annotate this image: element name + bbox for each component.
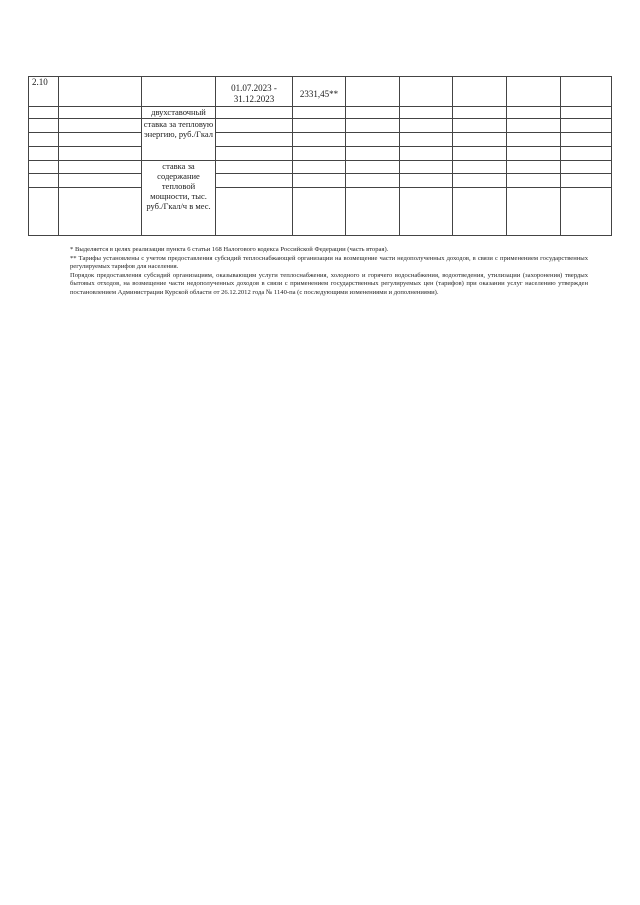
table-row [29, 147, 612, 161]
table-row [29, 188, 612, 236]
table-row [29, 119, 612, 133]
tariff-type-cell: двухставочный [142, 107, 216, 119]
energy-rate-cell: ставка за тепловую энергию, руб./Гкал [142, 119, 216, 161]
footnote-vat: * Выделяется в целях реализации пункта 6 статьи 168 Налогового кодекса Российской Федерации (часть вторая). [70, 246, 389, 253]
table-row [29, 174, 612, 188]
capacity-rate-cell: ставка за содержание тепловой мощности, тыс. руб./Гкал/ч в мес. [142, 161, 216, 236]
tariff-table [28, 76, 612, 236]
footnotes [70, 246, 588, 298]
table-row [29, 161, 612, 174]
table-row [29, 107, 612, 119]
period-cell: 01.07.2023 - 31.12.2023 [216, 77, 293, 107]
price-cell: 2331,45** [293, 77, 346, 107]
table-row [29, 77, 612, 107]
footnote-procedure: Порядок предоставления субсидий организациям, оказывающим услуги теплоснабжения, холодного и горячего водоснабжения, водоотведения, утилизации (захоронения) твердых бытовых отходов, на возмещение части недополученных доходов в связи с применением государственных регулируемых цен (тарифов) при оказании услуг населению утвержден постановлением Администрации Курской области от 26.12.2012 года № 1140-па (с последующими изменениями и дополнениями). [70, 271, 588, 296]
table-row [29, 133, 612, 147]
row-number: 2.10 [29, 77, 59, 107]
footnote-subsidy: ** Тарифы установлены с учетом предоставления субсидий теплоснабжающей организации на возмещение части недополученных доходов, в связи с применением государственных регулируемых тарифов для населения. [70, 254, 588, 271]
